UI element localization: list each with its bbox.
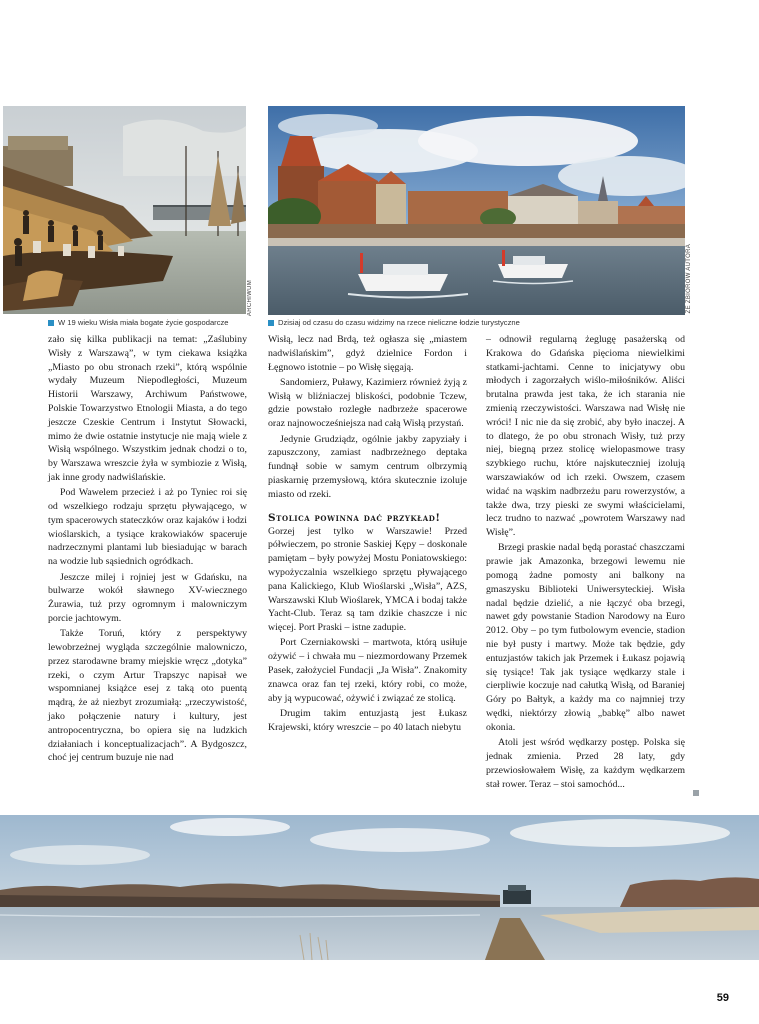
text-column-1 [48,333,247,767]
text-column-2 [268,333,467,736]
article-end-mark [693,790,699,796]
paragraph: Pod Wawelem przecież i aż po Tyniec roi się od wszelkiego rodzaju sprzętu pływającego, w tym spacerowych stateczków oraz kajaków i łodzi wioślarskich, a tysiące krakowiaków spaceruje nadrzecznymi plantami lub biesiadując w barach na wodzie lub sąsiednich ogródkach. [48,487,247,568]
right-photo-caption [268,318,520,327]
paragraph: Atoli jest wśród wędkarzy postęp. Polska się jednak zmienia. Przed 28 laty, gdy przewiosłowałem Wisłę, za każdym wędkarzem stał rower. Teraz – stoi samochód... [486,737,685,790]
caption-marker-icon [48,320,54,326]
paragraph: – odnowił regularną żeglugę pasażerską od Krakowa do Gdańska pięcioma niewielkimi statkami-jachtami. Cenne to inicjatywy obu młodych i zagorzałych wiślo-miłośników. Aliści brutalna prawda jest taka, że ich starania nie zmienią rzeczywistości. Warszawa nad Wisłę nie wróci! I nic nie da się zrobić, aby było inaczej. A to dlatego, że po obu stronach Wisły, tuż przy niej, biegną przez stolicę wielopasmowe trasy szybkiego ruchu, które najskuteczniej izolują warszawiaków od ich rzeki. Owszem, czasem widać na wąskim nadbrzeżu paru rowerzystów, a także dwa, trzy pieski ze swymi właścicielami, lecz trudno to nazwać „powrotem Warszawy nad Wisłę”. [486,334,685,539]
paragraph: zało się kilka publikacji na temat: „Zaślubiny Wisły z Warszawą”, w tym ciekawa książka „Miasto po obu stronach rzeki”, którą wspólnie wydały Muzeum Niepodległości, Muzeum Historii Warszawy, Archiwum Państwowe, Polskie Towarzystwo Etnologii Miasta, a do tego jeszcze Czeskie Centrum i Instytut Słowacki, mimo że dwie ostatnie instytucje nie mają wiele z Wisłą wspólnego. Wszystkim jednak chodzi o to, by Warszawa wreszcie żyła w symbiozie z Wisłą, jak inne grody nadwiślańskie. [48,334,247,483]
section-heading: Stolica powinna dać przykład! [268,511,441,524]
torun-panorama-photo [268,106,685,315]
vistula-riverbank-panorama [0,815,759,960]
paragraph: Wisłą, lecz nad Brdą, też ogłasza się „miastem nadwiślańskim”, gdyż dzielnice Fordon i Łęgnowo istotnie – po Wisłę sięgają. [268,334,467,373]
paragraph: Drugim takim entuzjastą jest Łukasz Krajewski, który wreszcie – po 40 latach niebytu [268,707,467,733]
paragraph: Jedynie Grudziądz, ogólnie jakby zapyziały i zapuszczony, zamiast nadbrzeżnego deptaka fundnął sobie w samym centrum olbrzymią piaskarnię przemysłową, która skutecznie izoluje miasto od rzeki. [268,433,467,500]
right-photo-credit: ZE ZBIORÓW AUTORA [686,244,692,314]
left-caption-text: W 19 wieku Wisła miała bogate życie gospodarcze [58,318,229,327]
paragraph: Gorzej jest tylko w Warszawie! Przed półwieczem, po stronie Saskiej Kępy – doskonale pamiętam – były powyżej Mostu Poniatowskiego: wypożyczalnia wszelkiego sprzętu pływającego pana Kalickiego, Klub Wioślarski „Wisła”, AZS, Warszawski Klub Wioślarek, YMCA i bodaj także Yacht-Club. Teraz są tam dzikie chaszcze i nic więcej. Port Praski – istne zadupie. [268,525,467,634]
right-caption-text: Dzisiaj od czasu do czasu widzimy na rzece nieliczne łodzie turystyczne [278,318,520,327]
paragraph: Port Czerniakowski – martwota, którą usiłuje ożywić – i chwała mu – niezmordowany Przemek Pasek, założyciel Fundacji „Ja Wisła”. Znakomity znawca oraz fan tej rzeki, który robi, co może, aby ją wypucować, ożywić i związać ze stolicą. [268,637,467,704]
caption-marker-icon [268,320,274,326]
left-photo-caption [48,318,229,327]
paragraph: Jeszcze milej i rojniej jest w Gdańsku, na bulwarze wokół sławnego XV-wiecznego Żurawia, tuż przy ogromnym i malowniczym porcie jachtowym. [48,571,247,624]
left-photo-credit: ARCHIWUM [247,280,253,317]
paragraph: Także Toruń, który z perspektywy lewobrzeżnej wygląda szczególnie malowniczo, przez starodawne bramy miejskie wręcz „dotyka” rzeki, o czym Artur Trapszyc napisał we wspomnianej książce esej z taką oto puentą mądrą, że aż niezbyt zrozumiałą: „rzeczywistość, jako połączenie natury i kultury, jest antropocentryczna, bo opiera się na ludzkich działaniach i konceptualizacjach”. A Bydgoszcz, choć jej centrum buzuje nie nad [48,628,247,764]
historic-river-painting [3,106,246,314]
paragraph: Brzegi praskie nadal będą porastać chaszczami prawie jak Amazonka, brzegowi lewemu nie pomogą żadne pomosty ani balkony na gmaszysku Biblioteki Uniwersyteckiej. Wisła nadal będzie dzielić, a nie łączyć oba brzegi, nawet gdy powstanie Stadion Narodowy na Euro 2012. Oby – po tym futbolowym evencie, stadion nie był pusty i martwy. Może tak będzie, gdy entuzjastów takich jak Przemek i Łukasz pojawią się tysiące! Tak jak tysiące wędkarzy stale i cierpliwie koczuje nad całutką Wisłą, od Baraniej Góry po Bałtyk, a każdy ma co najmniej trzy wędki, niektórzy złowią „babkę” albo nawet okonia. [486,542,685,733]
text-column-3 [486,333,685,793]
page-number: 59 [716,992,729,1004]
paragraph: Sandomierz, Puławy, Kazimierz również żyją z Wisłą w bliźniaczej bliskości, podobnie Tczew, gdzie powstało rozległe nadbrzeże spacerowe oraz najnowocześniejsza nad całą Wisłą przystań. [268,376,467,430]
